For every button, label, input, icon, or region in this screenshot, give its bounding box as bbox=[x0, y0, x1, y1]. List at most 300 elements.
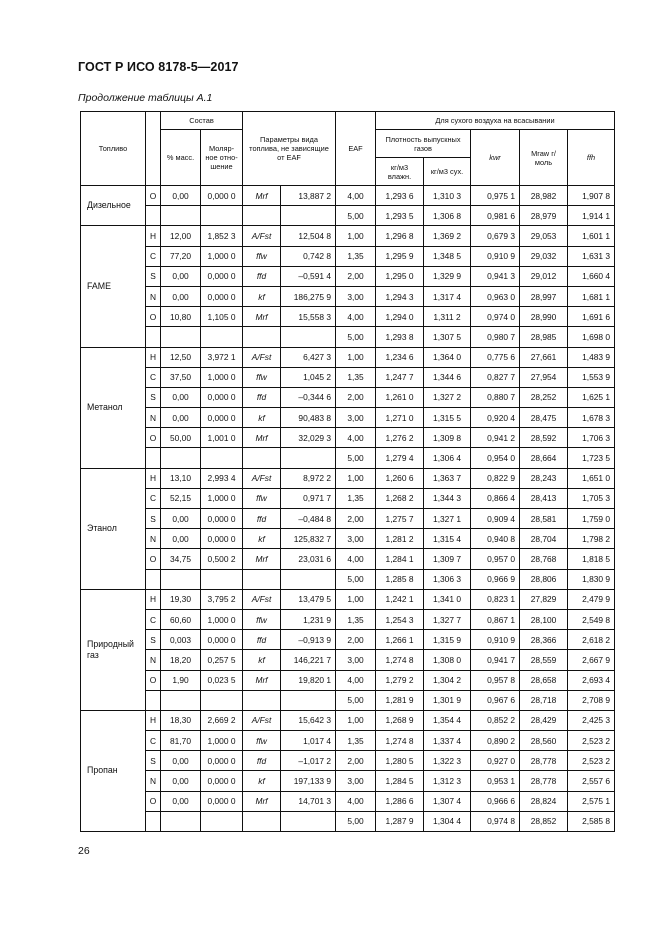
cell-param-value bbox=[281, 811, 336, 831]
cell-ffh: 2,667 9 bbox=[568, 650, 615, 670]
cell-eaf: 1,35 bbox=[336, 488, 376, 508]
cell-eaf: 3,00 bbox=[336, 771, 376, 791]
cell-eaf: 1,35 bbox=[336, 246, 376, 266]
cell-ffh: 2,575 1 bbox=[568, 791, 615, 811]
cell-eaf: 5,00 bbox=[336, 811, 376, 831]
cell-density-wet: 1,284 5 bbox=[376, 771, 424, 791]
table-row bbox=[81, 307, 615, 327]
cell-ffh: 1,830 9 bbox=[568, 569, 615, 589]
cell-param-value bbox=[281, 327, 336, 347]
fuel-name: FAME bbox=[81, 226, 146, 347]
table-caption: Продолжение таблицы А.1 bbox=[78, 92, 213, 104]
cell-eaf: 4,00 bbox=[336, 549, 376, 569]
cell-param-symbol bbox=[243, 811, 281, 831]
cell-density-wet: 1,268 2 bbox=[376, 488, 424, 508]
cell-ffh: 2,479 9 bbox=[568, 589, 615, 609]
cell-mass-pct: 60,60 bbox=[161, 609, 201, 629]
cell-mass-pct: 0,00 bbox=[161, 751, 201, 771]
cell-density-wet: 1,254 3 bbox=[376, 609, 424, 629]
cell-mraw: 28,243 bbox=[520, 468, 568, 488]
cell-mass-pct: 0,00 bbox=[161, 509, 201, 529]
cell-density-wet: 1,293 8 bbox=[376, 327, 424, 347]
cell-density-wet: 1,293 6 bbox=[376, 186, 424, 206]
cell-molar-ratio: 0,000 0 bbox=[201, 751, 243, 771]
cell-density-wet: 1,274 8 bbox=[376, 731, 424, 751]
cell-molar-ratio: 2,669 2 bbox=[201, 710, 243, 730]
cell-ffh: 1,759 0 bbox=[568, 509, 615, 529]
cell-density-wet: 1,266 1 bbox=[376, 630, 424, 650]
cell-density-dry: 1,317 4 bbox=[424, 286, 471, 306]
cell-density-wet: 1,261 0 bbox=[376, 387, 424, 407]
header-element bbox=[146, 112, 161, 186]
cell-param-symbol: ffw bbox=[243, 731, 281, 751]
cell-element: H bbox=[146, 589, 161, 609]
table-row bbox=[81, 186, 615, 206]
cell-param-symbol: ffd bbox=[243, 387, 281, 407]
cell-mass-pct: 0,00 bbox=[161, 286, 201, 306]
cell-mass-pct: 10,80 bbox=[161, 307, 201, 327]
cell-mraw: 28,778 bbox=[520, 771, 568, 791]
cell-eaf: 1,00 bbox=[336, 347, 376, 367]
cell-element bbox=[146, 327, 161, 347]
cell-mraw: 28,704 bbox=[520, 529, 568, 549]
header-composition: Состав bbox=[161, 112, 243, 130]
cell-molar-ratio: 0,000 0 bbox=[201, 529, 243, 549]
cell-mraw: 28,806 bbox=[520, 569, 568, 589]
cell-density-dry: 1,311 2 bbox=[424, 307, 471, 327]
cell-param-symbol: Mrf bbox=[243, 307, 281, 327]
cell-element: C bbox=[146, 488, 161, 508]
cell-mass-pct: 34,75 bbox=[161, 549, 201, 569]
cell-kwr: 0,775 6 bbox=[471, 347, 520, 367]
cell-kwr: 0,975 1 bbox=[471, 186, 520, 206]
table-row bbox=[81, 347, 615, 367]
cell-molar-ratio: 1,000 0 bbox=[201, 246, 243, 266]
cell-param-value: 23,031 6 bbox=[281, 549, 336, 569]
document-title: ГОСТ Р ИСО 8178-5—2017 bbox=[78, 60, 239, 74]
table-row bbox=[81, 509, 615, 529]
cell-mass-pct bbox=[161, 811, 201, 831]
cell-param-symbol bbox=[243, 690, 281, 710]
cell-element bbox=[146, 206, 161, 226]
cell-ffh: 1,914 1 bbox=[568, 206, 615, 226]
cell-mass-pct: 18,30 bbox=[161, 710, 201, 730]
cell-ffh: 2,618 2 bbox=[568, 630, 615, 650]
header-ffh: ffh bbox=[568, 130, 615, 186]
cell-density-dry: 1,306 3 bbox=[424, 569, 471, 589]
cell-param-value: 90,483 8 bbox=[281, 408, 336, 428]
header-mass-pct: % масс. bbox=[161, 130, 201, 186]
cell-param-value: 12,504 8 bbox=[281, 226, 336, 246]
cell-molar-ratio bbox=[201, 206, 243, 226]
cell-eaf: 3,00 bbox=[336, 286, 376, 306]
table-row bbox=[81, 327, 615, 347]
table-row bbox=[81, 731, 615, 751]
cell-param-value: –1,017 2 bbox=[281, 751, 336, 771]
cell-ffh: 1,631 3 bbox=[568, 246, 615, 266]
cell-density-wet: 1,287 9 bbox=[376, 811, 424, 831]
cell-element: S bbox=[146, 266, 161, 286]
cell-mraw: 28,852 bbox=[520, 811, 568, 831]
cell-molar-ratio: 1,000 0 bbox=[201, 731, 243, 751]
cell-ffh: 2,693 4 bbox=[568, 670, 615, 690]
cell-param-value: –0,913 9 bbox=[281, 630, 336, 650]
cell-param-symbol: A/Fst bbox=[243, 589, 281, 609]
cell-molar-ratio: 0,500 2 bbox=[201, 549, 243, 569]
cell-element bbox=[146, 569, 161, 589]
cell-element: O bbox=[146, 549, 161, 569]
cell-density-dry: 1,327 7 bbox=[424, 609, 471, 629]
cell-eaf: 5,00 bbox=[336, 569, 376, 589]
cell-param-value: 13,887 2 bbox=[281, 186, 336, 206]
cell-mass-pct: 0,00 bbox=[161, 529, 201, 549]
cell-eaf: 2,00 bbox=[336, 630, 376, 650]
cell-kwr: 0,974 8 bbox=[471, 811, 520, 831]
cell-kwr: 0,827 7 bbox=[471, 367, 520, 387]
cell-density-dry: 1,344 6 bbox=[424, 367, 471, 387]
cell-density-wet: 1,295 0 bbox=[376, 266, 424, 286]
cell-param-value: –0,344 6 bbox=[281, 387, 336, 407]
cell-eaf: 2,00 bbox=[336, 387, 376, 407]
cell-element: S bbox=[146, 630, 161, 650]
cell-mass-pct bbox=[161, 569, 201, 589]
cell-param-symbol bbox=[243, 569, 281, 589]
cell-kwr: 0,852 2 bbox=[471, 710, 520, 730]
cell-param-value: –0,591 4 bbox=[281, 266, 336, 286]
cell-element bbox=[146, 448, 161, 468]
cell-ffh: 2,523 2 bbox=[568, 751, 615, 771]
cell-element: N bbox=[146, 771, 161, 791]
cell-kwr: 0,910 9 bbox=[471, 246, 520, 266]
cell-param-value: 1,231 9 bbox=[281, 609, 336, 629]
cell-kwr: 0,966 9 bbox=[471, 569, 520, 589]
table-row bbox=[81, 609, 615, 629]
cell-mass-pct: 0,00 bbox=[161, 791, 201, 811]
cell-param-symbol: ffw bbox=[243, 367, 281, 387]
cell-param-symbol: ffw bbox=[243, 246, 281, 266]
cell-param-value bbox=[281, 690, 336, 710]
table-row bbox=[81, 226, 615, 246]
cell-molar-ratio bbox=[201, 569, 243, 589]
cell-density-dry: 1,344 3 bbox=[424, 488, 471, 508]
cell-param-symbol: A/Fst bbox=[243, 226, 281, 246]
cell-mraw: 28,778 bbox=[520, 751, 568, 771]
cell-density-dry: 1,306 4 bbox=[424, 448, 471, 468]
cell-param-value: 14,701 3 bbox=[281, 791, 336, 811]
cell-ffh: 1,651 0 bbox=[568, 468, 615, 488]
cell-molar-ratio: 3,972 1 bbox=[201, 347, 243, 367]
cell-kwr: 0,927 0 bbox=[471, 751, 520, 771]
cell-molar-ratio: 0,000 0 bbox=[201, 286, 243, 306]
cell-element: O bbox=[146, 428, 161, 448]
cell-param-value: 1,045 2 bbox=[281, 367, 336, 387]
cell-param-symbol bbox=[243, 206, 281, 226]
cell-param-symbol: ffd bbox=[243, 266, 281, 286]
cell-eaf: 4,00 bbox=[336, 186, 376, 206]
cell-element: S bbox=[146, 387, 161, 407]
cell-element: O bbox=[146, 670, 161, 690]
cell-eaf: 1,00 bbox=[336, 589, 376, 609]
cell-mass-pct: 0,00 bbox=[161, 408, 201, 428]
cell-mraw: 28,366 bbox=[520, 630, 568, 650]
cell-molar-ratio: 0,000 0 bbox=[201, 266, 243, 286]
cell-molar-ratio: 1,000 0 bbox=[201, 488, 243, 508]
cell-eaf: 1,00 bbox=[336, 226, 376, 246]
cell-kwr: 0,822 9 bbox=[471, 468, 520, 488]
cell-mass-pct: 12,00 bbox=[161, 226, 201, 246]
cell-kwr: 0,981 6 bbox=[471, 206, 520, 226]
cell-density-wet: 1,247 7 bbox=[376, 367, 424, 387]
cell-eaf: 4,00 bbox=[336, 307, 376, 327]
cell-eaf: 2,00 bbox=[336, 509, 376, 529]
cell-mass-pct bbox=[161, 206, 201, 226]
cell-mass-pct: 0,003 bbox=[161, 630, 201, 650]
cell-density-wet: 1,295 9 bbox=[376, 246, 424, 266]
cell-param-symbol: A/Fst bbox=[243, 710, 281, 730]
cell-eaf: 5,00 bbox=[336, 448, 376, 468]
cell-param-symbol: kf bbox=[243, 286, 281, 306]
cell-kwr: 0,966 6 bbox=[471, 791, 520, 811]
cell-eaf: 2,00 bbox=[336, 751, 376, 771]
cell-molar-ratio: 0,000 0 bbox=[201, 186, 243, 206]
cell-molar-ratio: 0,000 0 bbox=[201, 791, 243, 811]
cell-density-wet: 1,271 0 bbox=[376, 408, 424, 428]
table-row bbox=[81, 569, 615, 589]
cell-mass-pct: 52,15 bbox=[161, 488, 201, 508]
cell-density-wet: 1,286 6 bbox=[376, 791, 424, 811]
cell-density-wet: 1,294 3 bbox=[376, 286, 424, 306]
cell-density-dry: 1,307 4 bbox=[424, 791, 471, 811]
cell-molar-ratio: 2,993 4 bbox=[201, 468, 243, 488]
cell-mraw: 27,661 bbox=[520, 347, 568, 367]
cell-molar-ratio bbox=[201, 690, 243, 710]
cell-element: H bbox=[146, 226, 161, 246]
cell-density-wet: 1,260 6 bbox=[376, 468, 424, 488]
cell-density-wet: 1,279 4 bbox=[376, 448, 424, 468]
cell-kwr: 0,880 7 bbox=[471, 387, 520, 407]
table-row bbox=[81, 529, 615, 549]
cell-density-wet: 1,285 8 bbox=[376, 569, 424, 589]
cell-param-value: 32,029 3 bbox=[281, 428, 336, 448]
cell-param-value: 125,832 7 bbox=[281, 529, 336, 549]
cell-mass-pct: 50,00 bbox=[161, 428, 201, 448]
cell-eaf: 5,00 bbox=[336, 327, 376, 347]
cell-param-symbol: Mrf bbox=[243, 428, 281, 448]
cell-kwr: 0,954 0 bbox=[471, 448, 520, 468]
cell-molar-ratio: 0,000 0 bbox=[201, 630, 243, 650]
cell-density-dry: 1,315 4 bbox=[424, 529, 471, 549]
header-kwr: kwr bbox=[471, 130, 520, 186]
cell-param-value: 19,820 1 bbox=[281, 670, 336, 690]
cell-mass-pct: 1,90 bbox=[161, 670, 201, 690]
cell-param-value: 8,972 2 bbox=[281, 468, 336, 488]
table-row bbox=[81, 791, 615, 811]
cell-param-symbol: A/Fst bbox=[243, 468, 281, 488]
cell-eaf: 1,00 bbox=[336, 468, 376, 488]
cell-eaf: 4,00 bbox=[336, 670, 376, 690]
cell-density-dry: 1,310 3 bbox=[424, 186, 471, 206]
table-row bbox=[81, 488, 615, 508]
header-params: Параметры вида топлива, не зависящие от EAF bbox=[243, 112, 336, 186]
cell-kwr: 0,940 8 bbox=[471, 529, 520, 549]
cell-mass-pct bbox=[161, 327, 201, 347]
cell-density-dry: 1,304 2 bbox=[424, 670, 471, 690]
cell-molar-ratio: 0,257 5 bbox=[201, 650, 243, 670]
header-mraw: Mraw г/моль bbox=[520, 130, 568, 186]
cell-param-value bbox=[281, 448, 336, 468]
cell-ffh: 1,705 3 bbox=[568, 488, 615, 508]
cell-mraw: 27,829 bbox=[520, 589, 568, 609]
fuel-name: Дизельное bbox=[81, 186, 146, 226]
cell-eaf: 1,35 bbox=[336, 609, 376, 629]
cell-element: C bbox=[146, 609, 161, 629]
cell-density-dry: 1,306 8 bbox=[424, 206, 471, 226]
cell-element: N bbox=[146, 408, 161, 428]
cell-density-dry: 1,307 5 bbox=[424, 327, 471, 347]
cell-mraw: 28,252 bbox=[520, 387, 568, 407]
header-dry-unit: кг/м3 сух. bbox=[424, 158, 471, 186]
cell-mraw: 28,985 bbox=[520, 327, 568, 347]
cell-ffh: 1,907 8 bbox=[568, 186, 615, 206]
table-row bbox=[81, 710, 615, 730]
cell-param-symbol: ffw bbox=[243, 488, 281, 508]
cell-density-dry: 1,337 4 bbox=[424, 731, 471, 751]
cell-param-value: 6,427 3 bbox=[281, 347, 336, 367]
cell-density-wet: 1,275 7 bbox=[376, 509, 424, 529]
cell-density-wet: 1,279 2 bbox=[376, 670, 424, 690]
cell-param-symbol bbox=[243, 327, 281, 347]
cell-density-wet: 1,234 6 bbox=[376, 347, 424, 367]
cell-density-dry: 1,364 0 bbox=[424, 347, 471, 367]
cell-molar-ratio: 1,105 0 bbox=[201, 307, 243, 327]
cell-molar-ratio: 0,000 0 bbox=[201, 771, 243, 791]
cell-element: O bbox=[146, 186, 161, 206]
cell-density-dry: 1,315 5 bbox=[424, 408, 471, 428]
fuel-name: Природный газ bbox=[81, 589, 146, 710]
cell-param-value: 186,275 9 bbox=[281, 286, 336, 306]
cell-param-value: 15,642 3 bbox=[281, 710, 336, 730]
cell-ffh: 2,585 8 bbox=[568, 811, 615, 831]
cell-param-value: 15,558 3 bbox=[281, 307, 336, 327]
cell-ffh: 2,557 6 bbox=[568, 771, 615, 791]
cell-ffh: 1,625 1 bbox=[568, 387, 615, 407]
cell-kwr: 0,941 2 bbox=[471, 428, 520, 448]
cell-eaf: 1,00 bbox=[336, 710, 376, 730]
header-eaf: EAF bbox=[336, 112, 376, 186]
table-row bbox=[81, 589, 615, 609]
cell-ffh: 1,483 9 bbox=[568, 347, 615, 367]
cell-ffh: 1,660 4 bbox=[568, 266, 615, 286]
cell-mraw: 27,954 bbox=[520, 367, 568, 387]
table-row bbox=[81, 468, 615, 488]
cell-param-value: 13,479 5 bbox=[281, 589, 336, 609]
cell-ffh: 2,425 3 bbox=[568, 710, 615, 730]
cell-eaf: 1,35 bbox=[336, 367, 376, 387]
table-row bbox=[81, 811, 615, 831]
cell-param-symbol: Mrf bbox=[243, 549, 281, 569]
cell-param-symbol: A/Fst bbox=[243, 347, 281, 367]
fuel-name: Пропан bbox=[81, 710, 146, 831]
cell-element: H bbox=[146, 710, 161, 730]
table-row bbox=[81, 206, 615, 226]
cell-kwr: 0,890 2 bbox=[471, 731, 520, 751]
cell-param-value: 0,742 8 bbox=[281, 246, 336, 266]
cell-molar-ratio: 0,000 0 bbox=[201, 509, 243, 529]
cell-density-wet: 1,293 5 bbox=[376, 206, 424, 226]
cell-mass-pct: 0,00 bbox=[161, 266, 201, 286]
cell-molar-ratio bbox=[201, 811, 243, 831]
table-row bbox=[81, 428, 615, 448]
cell-molar-ratio bbox=[201, 448, 243, 468]
cell-element: N bbox=[146, 529, 161, 549]
cell-ffh: 1,706 3 bbox=[568, 428, 615, 448]
cell-param-symbol: kf bbox=[243, 408, 281, 428]
table-row bbox=[81, 630, 615, 650]
cell-ffh: 1,818 5 bbox=[568, 549, 615, 569]
header-molar-ratio: Моляр-ное отно-шение bbox=[201, 130, 243, 186]
cell-mraw: 28,475 bbox=[520, 408, 568, 428]
cell-param-symbol: ffd bbox=[243, 509, 281, 529]
table-row bbox=[81, 246, 615, 266]
cell-element: N bbox=[146, 286, 161, 306]
cell-param-value: –0,484 8 bbox=[281, 509, 336, 529]
cell-mass-pct: 12,50 bbox=[161, 347, 201, 367]
cell-mraw: 28,997 bbox=[520, 286, 568, 306]
cell-param-symbol: kf bbox=[243, 529, 281, 549]
cell-mraw: 28,824 bbox=[520, 791, 568, 811]
cell-param-symbol: kf bbox=[243, 650, 281, 670]
cell-density-dry: 1,327 2 bbox=[424, 387, 471, 407]
cell-kwr: 0,953 1 bbox=[471, 771, 520, 791]
table-row bbox=[81, 367, 615, 387]
cell-param-symbol: kf bbox=[243, 771, 281, 791]
cell-density-wet: 1,268 9 bbox=[376, 710, 424, 730]
cell-ffh: 1,601 1 bbox=[568, 226, 615, 246]
cell-mass-pct: 0,00 bbox=[161, 186, 201, 206]
fuel-properties-table bbox=[80, 111, 615, 832]
cell-kwr: 0,974 0 bbox=[471, 307, 520, 327]
cell-kwr: 0,963 0 bbox=[471, 286, 520, 306]
cell-kwr: 0,980 7 bbox=[471, 327, 520, 347]
page-number: 26 bbox=[78, 845, 90, 857]
cell-density-dry: 1,341 0 bbox=[424, 589, 471, 609]
table-row bbox=[81, 771, 615, 791]
cell-density-dry: 1,354 4 bbox=[424, 710, 471, 730]
cell-ffh: 1,681 1 bbox=[568, 286, 615, 306]
cell-kwr: 0,957 8 bbox=[471, 670, 520, 690]
cell-kwr: 0,909 4 bbox=[471, 509, 520, 529]
cell-element: C bbox=[146, 731, 161, 751]
cell-mass-pct: 0,00 bbox=[161, 387, 201, 407]
cell-density-dry: 1,309 8 bbox=[424, 428, 471, 448]
cell-element: C bbox=[146, 246, 161, 266]
cell-density-dry: 1,309 7 bbox=[424, 549, 471, 569]
cell-element: C bbox=[146, 367, 161, 387]
table-row bbox=[81, 266, 615, 286]
cell-mraw: 28,982 bbox=[520, 186, 568, 206]
cell-density-dry: 1,329 9 bbox=[424, 266, 471, 286]
cell-mraw: 28,100 bbox=[520, 609, 568, 629]
cell-param-symbol: Mrf bbox=[243, 791, 281, 811]
cell-kwr: 0,867 1 bbox=[471, 609, 520, 629]
cell-molar-ratio: 0,023 5 bbox=[201, 670, 243, 690]
cell-mraw: 28,664 bbox=[520, 448, 568, 468]
cell-density-dry: 1,304 4 bbox=[424, 811, 471, 831]
cell-mraw: 28,768 bbox=[520, 549, 568, 569]
cell-param-symbol: ffw bbox=[243, 609, 281, 629]
cell-param-symbol: Mrf bbox=[243, 670, 281, 690]
cell-mraw: 28,658 bbox=[520, 670, 568, 690]
